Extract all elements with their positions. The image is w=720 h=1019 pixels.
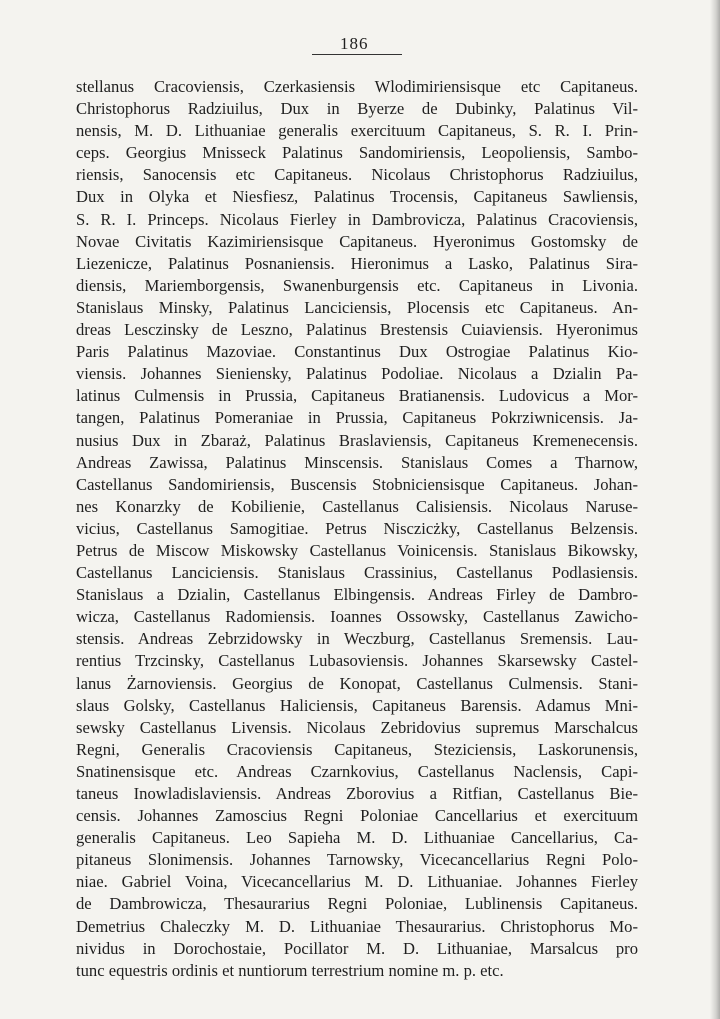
text-line: slaus Golsky, Castellanus Haliciensis, Capitaneus Barensis. Adamus Mni- [76,695,638,715]
text-line: Andreas Zawissa, Palatinus Minscensis. Stanislaus Comes a Tharnow, [76,452,638,472]
text-line: taneus Inowladislaviensis. Andreas Zborovius a Ritfian, Castellanus Bie- [76,784,638,803]
text-line: Dux in Olyka et Niesfiesz, Palatinus Trocensis, Capitaneus Sawliensis, [76,187,638,207]
text-line: S. R. I. Princeps. Nicolaus Fierley in Dambrovicza, Palatinus Cracoviensis, [76,209,638,229]
text-line: tangen, Palatinus Pomeraniae in Prussia, Capitaneus Pokrziwnicensis. Ja- [76,408,638,428]
text-line: censis. Johannes Zamoscius Regni Poloniae Cancellarius et exercituum [76,806,638,826]
text-line: Castellanus Sandomiriensis, Buscensis Stobniciensisque Capitaneus. Johan- [76,474,638,494]
text-line: ceps. Georgius Mnisseck Palatinus Sandomiriensis, Leopoliensis, Sambo- [76,143,638,163]
text-line: niae. Gabriel Voina, Vicecancellarius M. D. Lithuaniae. Johannes Fierley [76,872,638,892]
text-line: vicius, Castellanus Samogitiae. Petrus Nisczicżky, Castellanus Belzensis. [76,518,638,538]
page-edge-shadow [710,0,720,1019]
page-number: 186 [340,34,369,53]
text-line: Petrus de Miscow Miskowsky Castellanus Voinicensis. Stanislaus Bikowsky, [76,540,638,560]
text-line: Regni, Generalis Cracoviensis Capitaneus, Steziciensis, Laskorunensis, [76,739,638,759]
text-line: rentius Trzcinsky, Castellanus Lubasoviensis. Johannes Skarsewsky Castel- [76,651,638,671]
header-rule [312,54,402,55]
text-line: Demetrius Chaleczky M. D. Lithuaniae Thesaurarius. Christophorus Mo- [76,916,638,936]
text-line: diensis, Mariemborgensis, Swanenburgensis etc. Capitaneus in Livonia. [76,275,638,295]
text-line: generalis Capitaneus. Leo Sapieha M. D. Lithuaniae Cancellarius, Ca- [76,828,638,848]
text-line: pitaneus Slonimensis. Johannes Tarnowsky, Vicecancellarius Regni Polo- [76,850,638,870]
text-line: riensis, Sanocensis etc Capitaneus. Nicolaus Christophorus Radziuilus, [76,165,638,185]
text-line: de Dambrowicza, Thesaurarius Regni Poloniae, Lublinensis Capitaneus. [76,894,638,914]
text-line: dreas Lesczinsky de Leszno, Palatinus Brestensis Cuiaviensis. Hyeronimus [76,320,638,340]
text-line: Paris Palatinus Mazoviae. Constantinus Dux Ostrogiae Palatinus Kio- [76,342,638,362]
text-line: sewsky Castellanus Livensis. Nicolaus Zebridovius supremus Marschalcus [76,717,638,737]
text-line: latinus Culmensis in Prussia, Capitaneus Bratianensis. Ludovicus a Mor- [76,386,638,406]
text-line: Novae Civitatis Kazimiriensisque Capitaneus. Hyeronimus Gostomsky de [76,231,638,251]
text-line: Stanislaus a Dzialin, Castellanus Elbingensis. Andreas Firley de Dambro- [76,585,638,605]
text-line: nensis, M. D. Lithuaniae generalis exercituum Capitaneus, S. R. I. Prin- [76,121,638,141]
text-line: Liezenicze, Palatinus Posnaniensis. Hieronimus a Lasko, Palatinus Sira- [76,253,638,273]
text-line: viensis. Johannes Sieniensky, Palatinus Podoliae. Nicolaus a Dzialin Pa- [76,364,638,384]
body-text [76,76,638,982]
text-line: Christophorus Radziuilus, Dux in Byerze de Dubinky, Palatinus Vil- [76,99,638,119]
text-line: stensis. Andreas Zebrzidowsky in Weczburg, Castellanus Sremensis. Lau- [76,629,638,649]
text-line: nusius Dux in Zbaraż, Palatinus Braslaviensis, Capitaneus Kremenecensis. [76,430,638,450]
text-line: lanus Żarnoviensis. Georgius de Konopat, Castellanus Culmensis. Stani- [76,673,638,693]
text-line: nividus in Dorochostaie, Pocillator M. D. Lithuaniae, Marsalcus pro [76,938,638,958]
text-line: tunc equestris ordinis et nuntiorum terrestrium nomine m. p. etc. [76,960,504,980]
text-line: stellanus Cracoviensis, Czerkasiensis Wlodimiriensisque etc Capitaneus. [76,77,638,96]
text-line: Snatinensisque etc. Andreas Czarnkovius, Castellanus Naclensis, Capi- [76,761,638,781]
text-line: Stanislaus Minsky, Palatinus Lanciciensis, Plocensis etc Capitaneus. An- [76,297,638,317]
text-line: Castellanus Lanciciensis. Stanislaus Crassinius, Castellanus Podlasiensis. [76,563,638,583]
text-line: wicza, Castellanus Radomiensis. Ioannes Ossowsky, Castellanus Zawicho- [76,607,638,627]
text-line: nes Konarzky de Kobilienie, Castellanus Calisiensis. Nicolaus Naruse- [76,496,638,516]
